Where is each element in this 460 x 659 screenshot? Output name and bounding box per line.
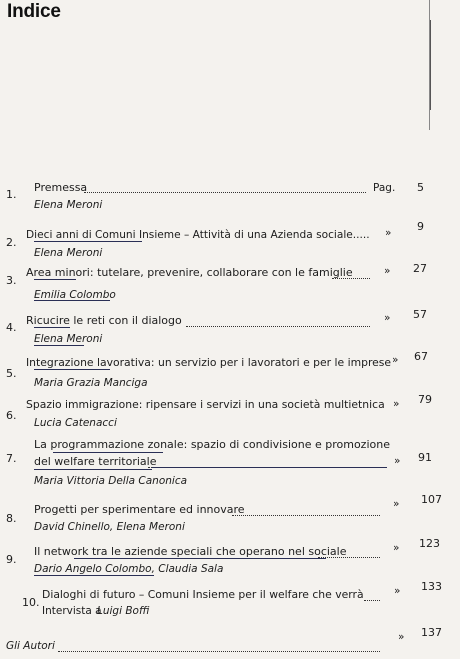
- entry-title[interactable]: La programmazione zonale: spazio di condivisione e promozione: [34, 438, 390, 451]
- leader-dots: [364, 599, 380, 601]
- page-number: 9: [417, 220, 424, 233]
- entry-author: Elena Meroni: [34, 333, 103, 345]
- entry-title[interactable]: Dieci anni di Comuni Insieme – Attività di una Azienda sociale.....: [26, 229, 370, 241]
- page-title: Indice: [7, 1, 61, 22]
- pen-underline: [34, 327, 70, 328]
- page-marker: »: [384, 312, 391, 324]
- pen-underline: [34, 369, 110, 370]
- page-number: 91: [418, 451, 432, 464]
- page-number: 137: [421, 626, 442, 639]
- pen-underline: [53, 452, 163, 453]
- pen-underline: [152, 467, 387, 468]
- entry-number: 1.: [6, 188, 17, 201]
- entry-number: 9.: [6, 553, 17, 566]
- page-number: 67: [414, 350, 428, 363]
- entry-number: 5.: [6, 367, 17, 380]
- entry-number: 10.: [22, 596, 40, 609]
- entry-title-line-2[interactable]: del welfare territoriale: [34, 455, 157, 468]
- page-marker: »: [398, 631, 405, 643]
- entry-title[interactable]: Progetti per sperimentare ed innovare: [34, 503, 245, 516]
- page-marker: »: [384, 265, 391, 277]
- pen-underline: [34, 469, 152, 470]
- entry-number: 4.: [6, 321, 17, 334]
- leader-dots: [186, 325, 370, 327]
- page-marker: »: [393, 542, 400, 554]
- entry-author: Dario Angelo Colombo, Claudia Sala: [34, 563, 224, 575]
- entry-title[interactable]: Dialoghi di futuro – Comuni Insieme per il welfare che verrà: [42, 588, 364, 601]
- page-number: 107: [421, 493, 442, 506]
- leader-dots: [332, 277, 370, 279]
- entry-author: Maria Grazia Manciga: [34, 377, 148, 389]
- entry-title[interactable]: Il network tra le aziende speciali che operano nel sociale: [34, 545, 347, 558]
- entry-number: 7.: [6, 452, 17, 465]
- page-number: 57: [413, 308, 427, 321]
- page-edge-line-2: [430, 20, 431, 110]
- entry-title[interactable]: Area minori: tutelare, prevenire, collaborare con le famiglie: [26, 266, 353, 279]
- leader-dots: [318, 556, 380, 558]
- pen-underline: [34, 241, 142, 242]
- page-marker: »: [393, 398, 400, 410]
- page-number: 133: [421, 580, 442, 593]
- entry-number: 2.: [6, 236, 17, 249]
- page-marker: »: [394, 585, 401, 597]
- page-number: 79: [418, 393, 432, 406]
- entry-number: 8.: [6, 512, 17, 525]
- entry-number: 6.: [6, 409, 17, 422]
- page-number: 123: [419, 537, 440, 550]
- entry-title[interactable]: Gli Autori: [6, 640, 55, 652]
- entry-title[interactable]: Ricucire le reti con il dialogo: [26, 314, 182, 327]
- entry-author: Elena Meroni: [34, 247, 103, 259]
- pag-label: Pag.: [373, 182, 396, 194]
- pen-underline: [34, 575, 154, 576]
- page-marker: »: [393, 498, 400, 510]
- leader-dots: [58, 650, 380, 652]
- page-marker: »: [385, 227, 392, 239]
- pen-underline: [34, 300, 110, 301]
- page-number: 5: [417, 181, 424, 194]
- entry-title[interactable]: Spazio immigrazione: ripensare i servizi in una società multietnica: [26, 398, 385, 411]
- entry-author: Luigi Boffi: [97, 605, 150, 617]
- entry-author: Maria Vittoria Della Canonica: [34, 475, 188, 487]
- entry-subtitle: Intervista a: [42, 605, 102, 617]
- page-marker: »: [392, 354, 399, 366]
- entry-author: Elena Meroni: [34, 199, 103, 211]
- entry-author: David Chinello, Elena Meroni: [34, 521, 185, 533]
- page-number: 27: [413, 262, 427, 275]
- entry-title[interactable]: Integrazione lavorativa: un servizio per i lavoratori e per le imprese: [26, 356, 392, 369]
- entry-author: Emilia Colombo: [34, 289, 116, 301]
- entry-title[interactable]: Premessa: [34, 181, 88, 194]
- entry-author: Lucia Catenacci: [34, 417, 117, 429]
- page-marker: »: [394, 455, 401, 467]
- leader-dots: [232, 514, 380, 516]
- entry-number: 3.: [6, 274, 17, 287]
- pen-underline: [34, 345, 84, 346]
- pen-underline: [74, 558, 326, 559]
- pen-underline: [34, 279, 76, 280]
- leader-dots: [84, 191, 366, 193]
